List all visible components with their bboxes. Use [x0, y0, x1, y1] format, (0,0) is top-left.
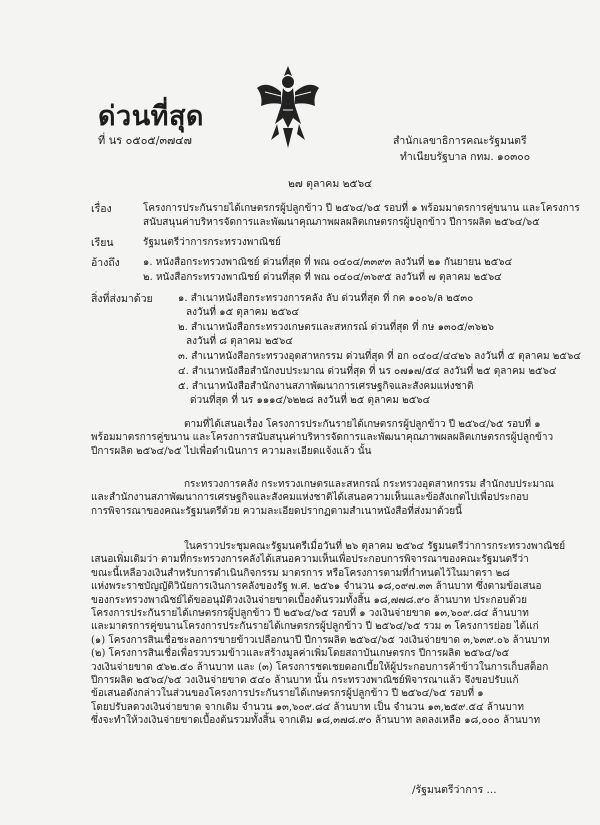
paragraph-line: (๒) โครงการสินเชื่อเพื่อรวบรวมข้าวและสร้างมูลค่าเพิ่มโดยสถาบันเกษตรกร ปีการผลิต ๒๕๖๔/๖๕	[91, 648, 510, 660]
paragraph-line: โดยปรับลดวงเงินจ่ายขาด จากเดิม จำนวน ๑๓,๖๐๙.๘๔ ล้านบาท เป็น จำนวน ๑๓,๒๕๙.๕๔ ล้านบาท	[91, 701, 524, 713]
attachments-label: สิ่งที่ส่งมาด้วย	[91, 293, 153, 305]
paragraph-line: ในคราวประชุมคณะรัฐมนตรีเมื่อวันที่ ๒๖ ตุลาคม ๒๕๖๔ รัฐมนตรีว่าการกระทรวงพาณิชย์	[184, 541, 566, 552]
paragraph-line: โครงการประกันรายได้เกษตรกรผู้ปลูกข้าว ปี ๒๕๖๔/๖๕ รอบที่ ๑ วงเงินจ่ายขาด ๑๓,๖๐๙.๘๔ ล้านบาท	[91, 608, 529, 620]
paragraph-line: การพิจารณาของคณะรัฐมนตรีด้วย ความละเอียดปรากฏตามสำเนาหนังสือที่ส่งมาด้วยนี้	[91, 505, 462, 517]
garuda-emblem-icon	[253, 62, 323, 152]
subject-line-2: สนับสนุนค่าบริหารจัดการและพัฒนาคุณภาพผลผลิตเกษตรกรผู้ปลูกข้าว ปีการผลิต ๒๕๖๔/๖๕	[143, 217, 540, 228]
salutation-label: เรียน	[91, 237, 114, 249]
paragraph-line: ซึ่งจะทำให้วงเงินจ่ายขาดเบื้องต้นรวมทั้งสิ้น จากเดิม ๑๘,๓๗๘.๙๐ ล้านบาท ลดลงเหลือ ๑๘,๐๐๐ ล้านบาท	[91, 715, 541, 727]
document-date: ๒๗ ตุลาคม ๒๕๖๔	[288, 178, 373, 190]
paragraph-3	[91, 540, 566, 728]
issuing-organization: สำนักเลขาธิการคณะรัฐมนตรี	[393, 135, 527, 147]
attachment-item: ๕. สำเนาหนังสือสำนักงานสภาพัฒนาการเศรษฐกิจและสังคมแห่งชาติ	[178, 381, 474, 392]
paragraph-line: แห่งพระราชบัญญัติวินัยการเงินการคลังของรัฐ พ.ศ. ๒๕๖๑ จำนวน ๑๘,๐๙๗.๓๓ ล้านบาท ซึ่งตามข้อเสนอ	[91, 581, 542, 593]
reference-item: ๑. หนังสือกระทรวงพาณิชย์ ด่วนที่สุด ที่ พณ ๐๔๐๔/๓๓๙๓ ลงวันที่ ๒๑ กันยายน ๒๕๖๔	[143, 257, 513, 268]
attachment-item: ๔. สำเนาหนังสือสำนักงบประมาณ ด่วนที่สุด ที่ นร ๐๗๑๗/๕๔ ลงวันที่ ๒๕ ตุลาคม ๒๕๖๔	[178, 366, 557, 377]
paragraph-line: ปีการผลิต ๒๕๖๔/๖๕ ไปเพื่อดำเนินการ ความละเอียดแจ้งแล้ว นั้น	[91, 445, 372, 457]
paragraph-line: ตามที่ได้เสนอเรื่อง โครงการประกันรายได้เกษตรกรผู้ปลูกข้าว ปี ๒๕๖๔/๖๕ รอบที่ ๑	[184, 419, 541, 430]
paragraph-1	[91, 418, 554, 458]
paragraph-2	[91, 478, 554, 518]
paragraph-line: พร้อมมาตรการคู่ขนาน และโครงการสนับสนุนค่าบริหารจัดการและพัฒนาคุณภาพผลผลิตเกษตรกรผู้ปลูกข้าว	[91, 432, 554, 444]
paragraph-line: เสนอเพิ่มเติมว่า ตามที่กระทรวงการคลังได้เสนอความเห็นเพื่อประกอบการพิจารณาของคณะรัฐมนตรีว่า	[91, 554, 529, 566]
organization-address: ทำเนียบรัฐบาล กทม. ๑๐๓๐๐	[400, 151, 531, 163]
paragraph-line: และมาตรการคู่ขนานโครงการประกันรายได้เกษตรกรผู้ปลูกข้าว ปี ๒๕๖๔/๖๕ รวม ๓ โครงการย่อย ได้แก่	[91, 621, 539, 633]
paragraph-line: ขณะนี้เหลือวงเงินสำหรับการดำเนินกิจกรรม มาตรการ หรือโครงการตามที่กำหนดไว้ในมาตรา ๒๘	[91, 567, 510, 579]
attachment-item: ๓. สำเนาหนังสือกระทรวงอุตสาหกรรม ด่วนที่สุด ที่ อก ๐๔๐๔/๔๔๒๖ ลงวันที่ ๕ ตุลาคม ๒๕๖๔	[178, 351, 581, 362]
paragraph-line: ของกระทรวงพาณิชย์ได้ขออนุมัติวงเงินจ่ายขาดเบื้องต้นรวมทั้งสิ้น ๑๘,๗๗๘.๙๐ ล้านบาท ประกอบด้วย	[91, 594, 528, 606]
continuation-marker: /รัฐมนตรีว่าการ ...	[412, 784, 497, 796]
paragraph-line: วงเงินจ่ายขาด ๕๖๒.๕๐ ล้านบาท และ (๓) โครงการชดเชยดอกเบี้ยให้ผู้ประกอบการค้าข้าวในการเก็บสต็อก	[91, 661, 549, 673]
paragraph-line: กระทรวงการคลัง กระทรวงเกษตรและสหกรณ์ กระทรวงอุตสาหกรรม สำนักงบประมาณ	[184, 479, 554, 490]
paragraph-line: ข้อเสนอดังกล่าวในส่วนของโครงการประกันรายได้เกษตรกรผู้ปลูกข้าว ปี ๒๕๖๔/๖๕ รอบที่ ๑	[91, 688, 484, 700]
attachment-item-date: ลงวันที่ ๘ ตุลาคม ๒๕๖๔	[186, 336, 293, 347]
salutation-recipient: รัฐมนตรีว่าการกระทรวงพาณิชย์	[143, 237, 281, 248]
attachment-item: ๑. สำเนาหนังสือกระทรวงการคลัง ลับ ด่วนที่สุด ที่ กค ๑๐๐๖/ล ๒๕๓๐	[178, 293, 474, 304]
paragraph-line: ปีการผลิต ๒๕๖๔/๖๕ วงเงินจ่ายขาด ๕๔๐ ล้านบาท นั้น กระทรวงพาณิชย์พิจารณาแล้ว จึงขอปรับแก้	[91, 675, 519, 687]
urgent-stamp: ด่วนที่สุด	[98, 101, 204, 132]
references-label: อ้างถึง	[91, 257, 120, 269]
subject-label: เรื่อง	[91, 203, 112, 215]
attachment-item-detail: ด่วนที่สุด ที่ นร ๑๑๑๔/๖๒๒๘ ลงวันที่ ๒๕ ตุลาคม ๒๕๖๔	[190, 395, 431, 406]
attachment-item: ๒. สำเนาหนังสือกระทรวงเกษตรและสหกรณ์ ด่วนที่สุด ที่ กษ ๑๓๐๕/๓๖๒๖	[178, 322, 494, 333]
attachment-item-date: ลงวันที่ ๑๕ ตุลาคม ๒๕๖๔	[186, 307, 300, 318]
document-number: ที่ นร ๐๕๐๕/๓๗๔๗	[98, 134, 192, 147]
reference-item: ๒. หนังสือกระทรวงพาณิชย์ ด่วนที่สุด ที่ พณ ๐๔๐๔/๓๖๙๕ ลงวันที่ ๗ ตุลาคม ๒๕๖๔	[143, 272, 502, 283]
subject-line-1: โครงการประกันรายได้เกษตรกรผู้ปลูกข้าว ปี ๒๕๖๔/๖๕ รอบที่ ๑ พร้อมมาตรการคู่ขนาน และโครงการ	[143, 203, 580, 214]
paragraph-line: (๑) โครงการสินเชื่อชะลอการขายข้าวเปลือกนาปี ปีการผลิต ๒๕๖๔/๖๕ วงเงินจ่ายขาด ๓,๖๓๙.๐๖ ล้านบาท	[91, 634, 550, 646]
paragraph-line: และสำนักงานสภาพัฒนาการเศรษฐกิจและสังคมแห่งชาติได้เสนอความเห็นและข้อสังเกตไปเพื่อประกอบ	[91, 492, 529, 504]
